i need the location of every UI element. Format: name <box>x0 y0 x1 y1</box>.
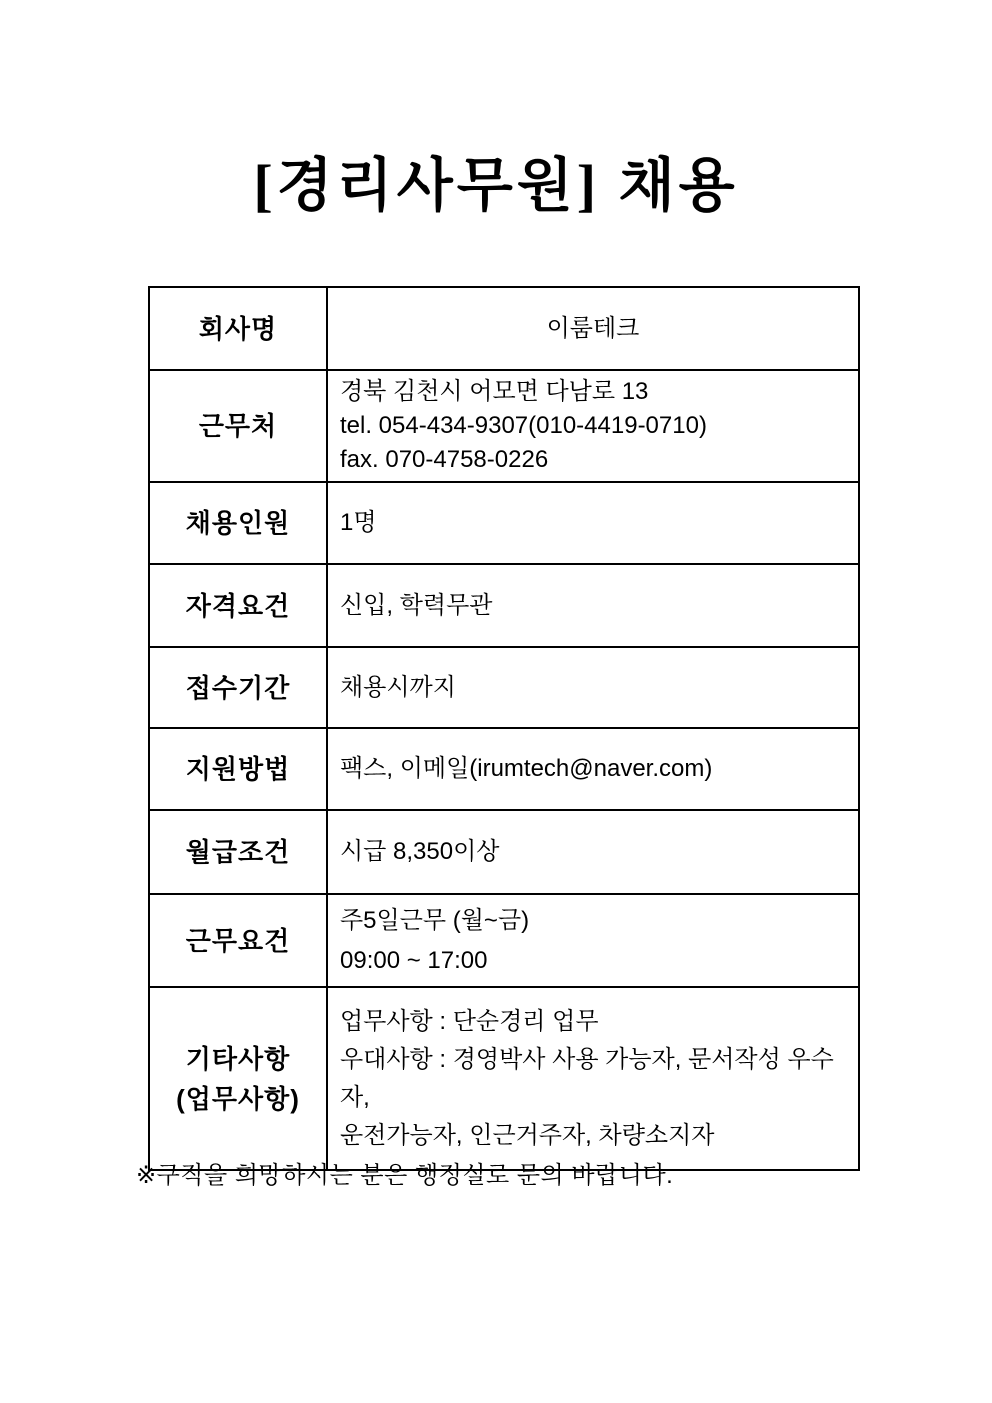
schedule-hours-line: 09:00 ~ 17:00 <box>340 946 488 974</box>
other-notes-label <box>149 987 327 1170</box>
table-row-salary <box>149 810 859 894</box>
table-row-workplace <box>149 370 859 482</box>
salary-label: 월급조건 <box>149 810 327 894</box>
application-method-label: 지원방법 <box>149 728 327 810</box>
job-info-table <box>148 286 860 1171</box>
hires-count-label: 채용인원 <box>149 482 327 564</box>
work-schedule-label: 근무요건 <box>149 894 327 987</box>
table-row-application-method <box>149 728 859 810</box>
workplace-fax-line: fax. 070-4758-0226 <box>340 446 549 473</box>
work-schedule-value <box>327 894 859 987</box>
preferred-line-1: 우대사항 : 경영박사 사용 가능자, 문서작성 우수자, <box>340 1045 834 1111</box>
table-row-qualifications <box>149 564 859 647</box>
qualifications-label: 자격요건 <box>149 564 327 647</box>
other-notes-label-line2: (업무사항) <box>176 1083 300 1114</box>
other-notes-label-line1: 기타사항 <box>185 1043 291 1074</box>
footer-note: ※구직을 희망하시는 분은 행정실로 문의 바랍니다. <box>136 1162 674 1189</box>
qualifications-value: 신입, 학력무관 <box>327 564 859 647</box>
table-row-application-period <box>149 647 859 728</box>
company-name-label: 회사명 <box>149 287 327 370</box>
salary-value: 시급 8,350이상 <box>327 810 859 894</box>
workplace-value <box>327 370 859 482</box>
other-notes-value <box>327 987 859 1170</box>
workplace-address-line: 경북 김천시 어모면 다남로 13 <box>340 378 649 405</box>
preferred-line-2: 운전가능자, 인근거주자, 차량소지자 <box>340 1121 715 1149</box>
schedule-days-line: 주5일근무 (월~금) <box>340 906 530 934</box>
company-name-value: 이룸테크 <box>327 287 859 370</box>
table-row-other-notes <box>149 987 859 1170</box>
table-row-hires-count <box>149 482 859 564</box>
hires-count-value: 1명 <box>327 482 859 564</box>
table-row-company-name <box>149 287 859 370</box>
workplace-tel-line: tel. 054-434-9307(010-4419-0710) <box>340 412 707 439</box>
workplace-label: 근무처 <box>149 370 327 482</box>
document-title: [경리사무원] 채용 <box>253 153 739 218</box>
table-row-work-schedule <box>149 894 859 987</box>
application-period-value: 채용시까지 <box>327 647 859 728</box>
application-method-value: 팩스, 이메일(irumtech@naver.com) <box>327 728 859 810</box>
duties-line: 업무사항 : 단순경리 업무 <box>340 1007 599 1035</box>
application-period-label: 접수기간 <box>149 647 327 728</box>
